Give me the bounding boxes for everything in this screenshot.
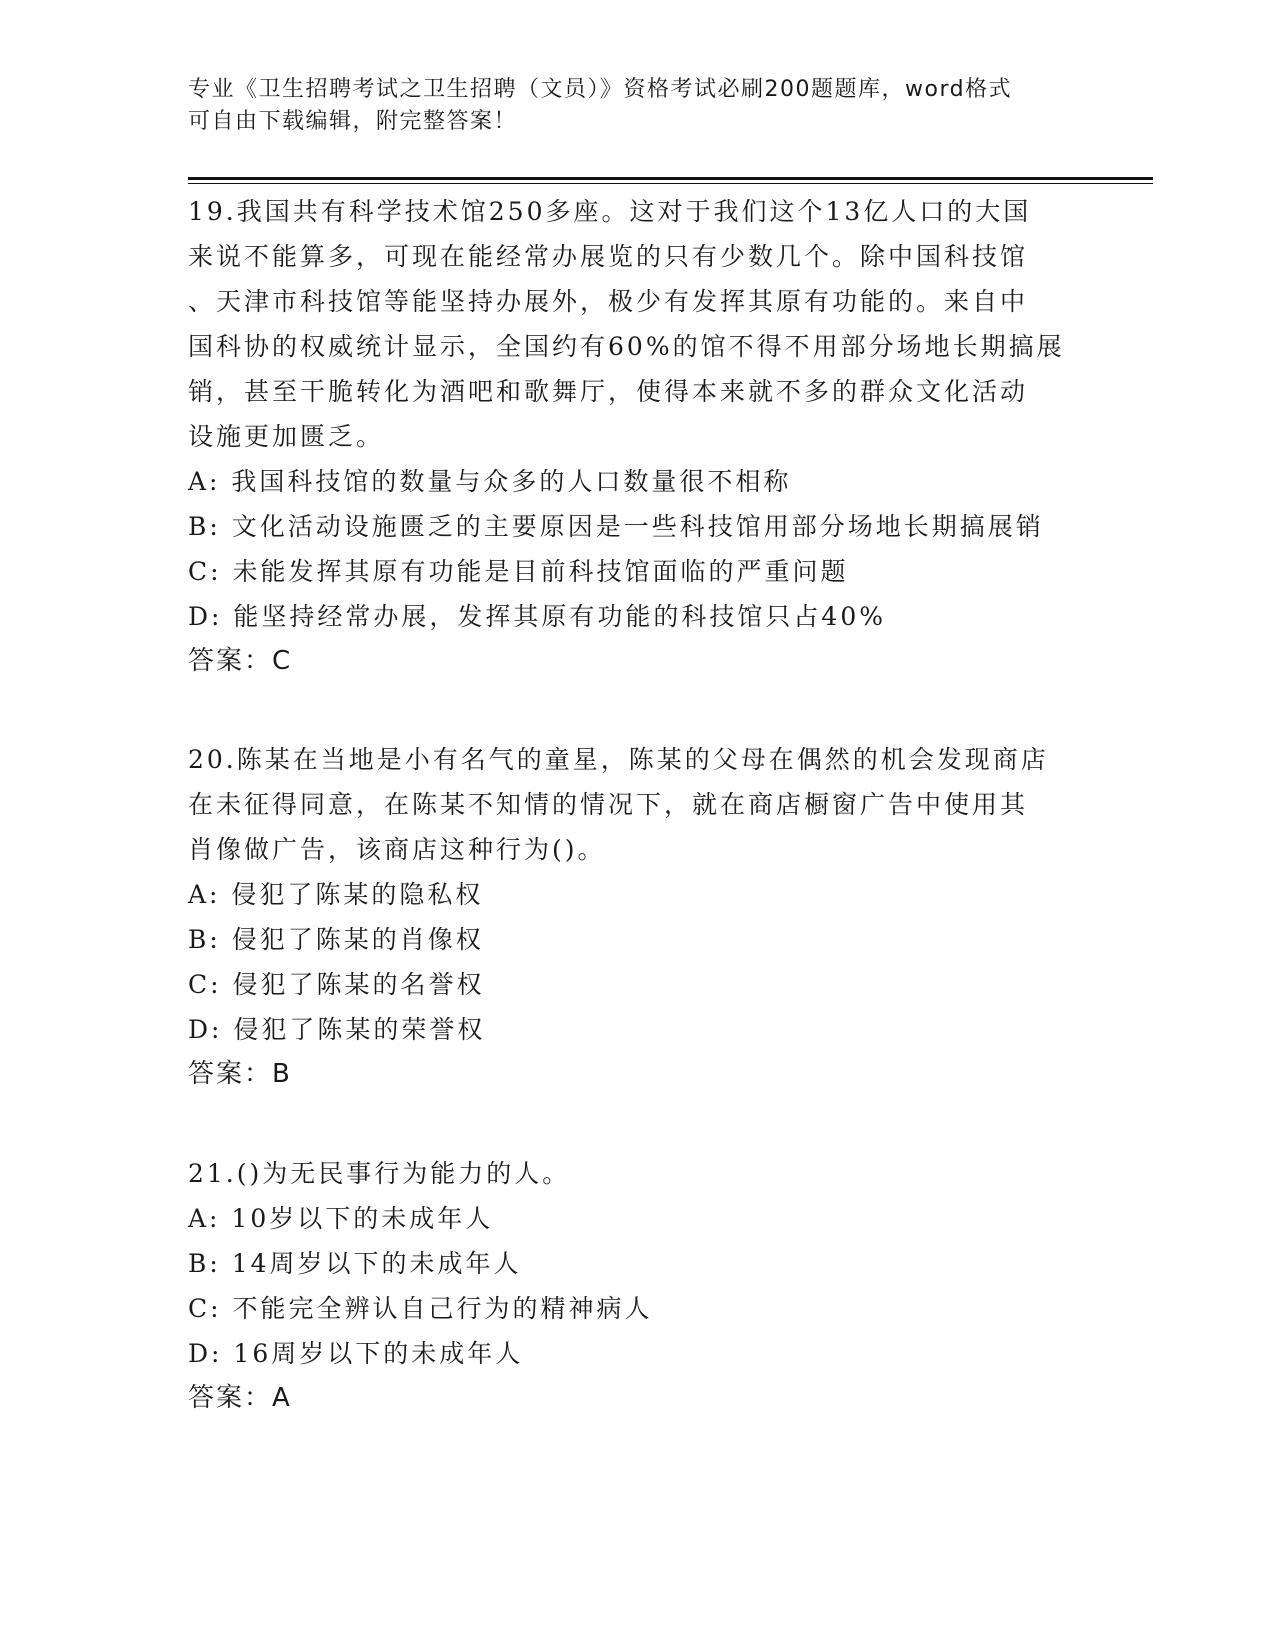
option-a: A: 10岁以下的未成年人	[188, 1204, 494, 1233]
header-line: 可自由下载编辑，附完整答案！	[188, 109, 518, 134]
option-a: A: 侵犯了陈某的隐私权	[188, 880, 484, 909]
option-d: D: 能坚持经常办展，发挥其原有功能的科技馆只占40%	[188, 602, 886, 631]
question-stem-line: 来说不能算多，可现在能经常办展览的只有少数几个。除中国科技馆	[188, 242, 1029, 271]
header-divider-thin	[188, 183, 1153, 184]
option-c: C: 不能完全辨认自己行为的精神病人	[188, 1294, 653, 1323]
question-20	[188, 737, 1088, 1097]
answer-line: 答案：A	[188, 1383, 292, 1413]
document-header	[188, 74, 1088, 138]
question-stem-line: 在未征得同意，在陈某不知情的情况下，就在商店橱窗广告中使用其	[188, 790, 1029, 819]
question-19	[188, 189, 1088, 684]
option-a: A: 我国科技馆的数量与众多的人口数量很不相称	[188, 467, 792, 496]
option-c: C: 未能发挥其原有功能是目前科技馆面临的严重问题	[188, 557, 849, 586]
question-stem-line: 、天津市科技馆等能坚持办展外，极少有发挥其原有功能的。来自中	[188, 287, 1029, 316]
option-b: B: 侵犯了陈某的肖像权	[188, 925, 484, 954]
question-stem-line: 20.陈某在当地是小有名气的童星，陈某的父母在偶然的机会发现商店	[188, 745, 1049, 774]
option-c: C: 侵犯了陈某的名誉权	[188, 970, 485, 999]
question-stem-line: 19.我国共有科学技术馆250多座。这对于我们这个13亿人口的大国	[188, 197, 1032, 226]
question-stem-line: 设施更加匮乏。	[188, 422, 385, 451]
option-d: D: 16周岁以下的未成年人	[188, 1339, 524, 1368]
answer-line: 答案：C	[188, 646, 293, 676]
question-stem-line: 肖像做广告，该商店这种行为()。	[188, 835, 606, 864]
header-line: 专业《卫生招聘考试之卫生招聘（文员）》资格考试必刷200题题库，word格式	[188, 77, 1013, 102]
option-b: B: 14周岁以下的未成年人	[188, 1249, 522, 1278]
question-stem-line: 销，甚至干脆转化为酒吧和歌舞厅，使得本来就不多的群众文化活动	[188, 377, 1029, 406]
question-stem-line: 国科协的权威统计显示，全国约有60%的馆不得不用部分场地长期搞展	[188, 332, 1065, 361]
question-21	[188, 1151, 1088, 1421]
answer-line: 答案：B	[188, 1059, 292, 1089]
option-b: B: 文化活动设施匮乏的主要原因是一些科技馆用部分场地长期搞展销	[188, 512, 1044, 541]
option-d: D: 侵犯了陈某的荣誉权	[188, 1015, 486, 1044]
question-stem-line: 21.()为无民事行为能力的人。	[188, 1159, 571, 1188]
header-divider-thick	[188, 177, 1153, 180]
